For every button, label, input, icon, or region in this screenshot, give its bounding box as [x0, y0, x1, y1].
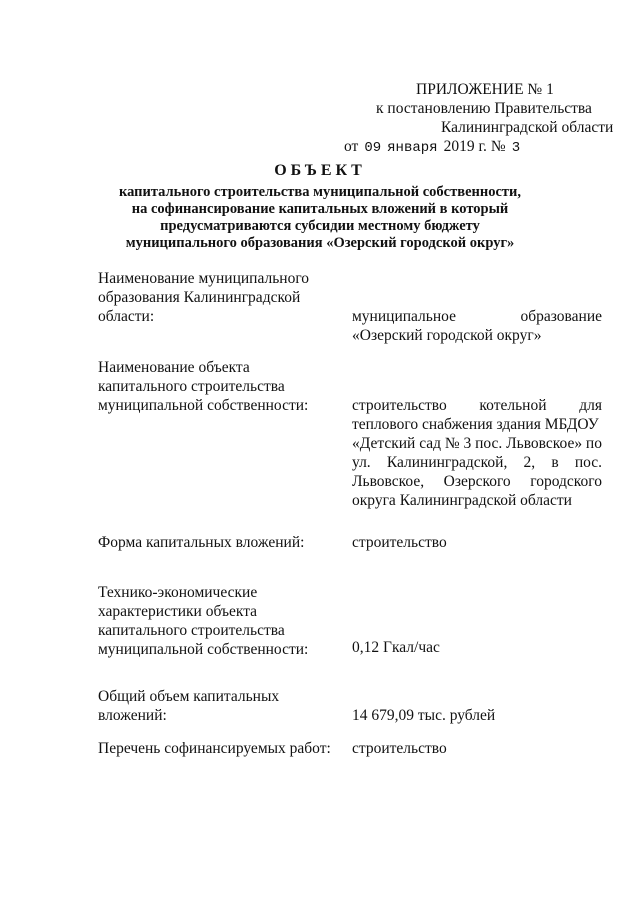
municipality-value-line-1 — [352, 307, 602, 326]
document-title-block — [98, 162, 542, 252]
object-word-3-4: пос. — [475, 435, 503, 452]
municipality-label-line-2: образования Калининградской — [98, 289, 301, 306]
object-word-3-5: Львовское» — [506, 435, 583, 452]
title-subline-1: капитального строительства муниципальной собственности, — [118, 184, 522, 200]
investment-form-value-text: строительство — [352, 534, 447, 551]
total-volume-label-line-1: Общий объем капитальных — [98, 688, 280, 705]
municipality-label-line-3: области: — [98, 308, 155, 325]
object-word-5-2: Озерского — [443, 473, 511, 490]
total-volume-label — [98, 687, 338, 725]
municipality-value — [352, 307, 602, 345]
object-word-5-1: Львовское, — [352, 473, 425, 490]
object-name-value-line-4 — [352, 453, 602, 472]
investment-form-value — [352, 533, 602, 552]
object-name-label-line-1: Наименование объекта — [98, 359, 250, 376]
object-word-3-6: по — [585, 435, 602, 452]
title-subline-3: предусматриваются субсидии местному бюджету — [160, 218, 480, 234]
characteristics-label-line-2: характеристики объекта — [98, 603, 258, 620]
object-word-3-3: № 3 — [444, 435, 472, 452]
object-name-label-line-3: муниципальной собственности: — [98, 397, 309, 414]
total-volume-label-line-2: вложений: — [98, 707, 167, 724]
title-subline-4: муниципального образования «Озерский городской округ» — [125, 235, 515, 251]
characteristics-value-text: 0,12 Гкал/час — [352, 639, 440, 656]
title-subline-2: на софинансирование капитальных вложений в который — [131, 201, 509, 217]
date-year: 2019 г. — [443, 138, 487, 155]
investment-form-label — [98, 533, 338, 552]
date-prefix: от — [344, 138, 359, 155]
characteristics-label — [98, 583, 338, 659]
municipality-label-line-1: Наименование муниципального — [98, 270, 310, 287]
appendix-header — [340, 80, 614, 158]
object-name-label-line-2: капитального строительства — [98, 378, 285, 395]
object-name-label — [98, 358, 338, 415]
date-month: января — [387, 140, 438, 156]
characteristics-label-line-4: муниципальной собственности: — [98, 641, 309, 658]
object-name-value-line-2: теплового снабжения здания МБДОУ — [352, 416, 599, 433]
total-volume-value-text: 14 679,09 тыс. рублей — [352, 707, 496, 724]
appendix-resolution-ref: к постановлению Правительства — [376, 100, 592, 117]
total-volume-value — [352, 706, 602, 725]
number-sign: № — [490, 138, 506, 155]
municipality-word-1: муниципальное — [352, 308, 456, 325]
object-word-3-1: «Детский — [352, 435, 416, 452]
works-list-value — [352, 739, 602, 758]
municipality-label — [98, 269, 338, 326]
works-list-label-text: Перечень софинансируемых работ: — [98, 740, 331, 757]
works-list-label — [98, 739, 338, 758]
municipality-word-2: образование — [520, 308, 602, 325]
object-word-4-3: 2, — [523, 454, 536, 471]
document-number: 3 — [511, 140, 521, 156]
characteristics-label-line-3: капитального строительства — [98, 622, 285, 639]
object-name-value-line-3 — [352, 434, 602, 453]
investment-form-label-text: Форма капитальных вложений: — [98, 534, 305, 551]
object-word-4-1: ул. — [352, 454, 371, 471]
works-list-value-text: строительство — [352, 740, 447, 757]
municipality-value-line-2: «Озерский городской округ» — [352, 327, 542, 344]
object-name-value — [352, 396, 602, 510]
object-word-4-5: пос. — [574, 454, 602, 471]
appendix-title: ПРИЛОЖЕНИЕ № 1 — [416, 81, 554, 98]
object-word-4-2: Калининградской, — [386, 454, 508, 471]
object-word-1-2: котельной — [479, 397, 547, 414]
object-name-value-line-1 — [352, 396, 602, 415]
object-word-5-3: городского — [530, 473, 602, 490]
object-word-4-4: в — [551, 454, 559, 471]
object-word-1-3: для — [579, 397, 602, 414]
object-word-1-1: строительство — [352, 397, 447, 414]
object-name-value-line-5 — [352, 472, 602, 491]
object-word-3-2: сад — [419, 435, 442, 452]
document-title: ОБЪЕКТ — [274, 162, 366, 179]
characteristics-label-line-1: Технико-экономические — [98, 584, 258, 601]
object-name-value-line-6: округа Калининградской области — [352, 492, 572, 509]
appendix-region: Калининградской области — [441, 119, 614, 136]
date-day: 09 — [364, 140, 382, 156]
characteristics-value — [352, 638, 602, 657]
appendix-date-line — [340, 137, 610, 158]
